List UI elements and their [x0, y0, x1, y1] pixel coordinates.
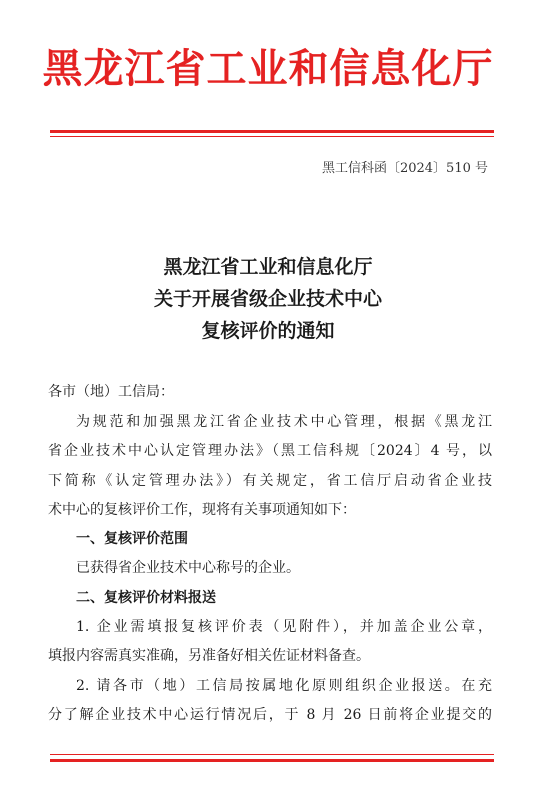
title-line-2: 关于开展省级企业技术中心 [153, 288, 382, 310]
body-text-line: 2. 请各市（地）工信局按属地化原则组织企业报送。在充 [76, 677, 492, 694]
addressee: 各市（地）工信局： [48, 384, 174, 400]
document-body [48, 408, 492, 730]
body-text-line: 术中心的复核评价工作，现将有关事项通知如下： [48, 501, 356, 518]
footer-rule-thick [50, 759, 494, 762]
body-text-line: 填报内容需真实准确，另准备好相关佐证材料备查。 [48, 648, 370, 665]
section-heading: 一、复核评价范围 [76, 531, 188, 548]
body-text-line: 下简称《认定管理办法》）有关规定，省工信厅启动省企业技 [48, 472, 492, 489]
section-heading: 二、复核评价材料报送 [76, 589, 216, 606]
masthead-rule-thick [50, 130, 494, 133]
document-number: 黑工信科函〔2024〕510 号 [321, 161, 488, 176]
body-text-line: 省企业技术中心认定管理办法》（黑工信科规〔2024〕4 号，以 [48, 443, 492, 460]
body-text-line: 为规范和加强黑龙江省企业技术中心管理，根据《黑龙江 [76, 414, 492, 430]
title-line-1: 黑龙江省工业和信息化厅 [163, 256, 373, 278]
masthead-rule-thin [50, 136, 494, 137]
footer-rule-thin [50, 754, 494, 755]
body-text-line: 1. 企业需填报复核评价表（见附件），并加盖企业公章， [76, 619, 492, 636]
body-text-line: 已获得省企业技术中心称号的企业。 [76, 560, 300, 577]
title-line-3: 复核评价的通知 [201, 320, 335, 342]
body-text-line: 分了解企业技术中心运行情况后，于 8 月 26 日前将企业提交的 [48, 706, 492, 723]
issuer-masthead: 黑龙江省工业和信息化厅 [42, 45, 494, 92]
